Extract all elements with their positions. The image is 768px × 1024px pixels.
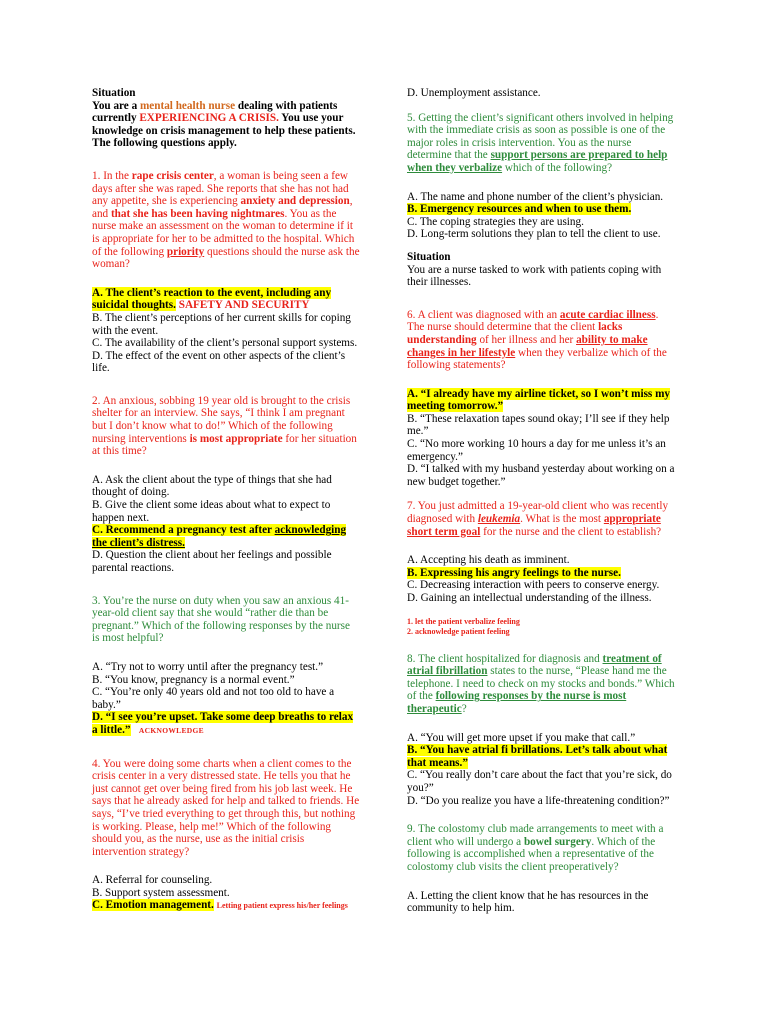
situation-intro-2: You are a nurse tasked to work with patients coping with their illnesses. xyxy=(407,263,662,289)
q4-option-b: B. Support system assessment. xyxy=(92,886,230,899)
q6-option-b: B. “These relaxation tapes sound okay; I’ll see if they help me.” xyxy=(407,412,670,438)
q5-option-b: B. Emergency resources and when to use them. xyxy=(407,203,632,216)
situation-heading-2: Situation xyxy=(407,250,451,263)
q3-stem: 3. You’re the nurse on duty when you saw an anxious 41-year-old client say that she would “rather die than be pregnant.” Which of the following responses by the nurse is most helpful? xyxy=(92,594,350,645)
q4-option-a: A. Referral for counseling. xyxy=(92,874,213,887)
left-column xyxy=(92,87,360,912)
q2-option-d: D. Question the client about her feelings and possible parental reactions. xyxy=(92,549,332,574)
q9-option-a: A. Letting the client know that he has resources in the community to help him. xyxy=(407,889,649,915)
q6-stem: 6. A client was diagnosed with an acute cardiac illness. The nurse should determine that the client lacks understanding of her illness and her ability to make changes in her lifestyle when they verbalize which of the following statements? xyxy=(407,308,667,372)
q4-stem: 4. You were doing some charts when a client comes to the crisis center in a very distressed state. He tells you that he just cannot get over being fired from his job last week. He says that he already asked for help and talked to friends. He says, “I’ve tried everything to get through this, but nothing is working. Please, help me!” Which of the following should you, as the nurse, use as the initial crisis intervention strategy? xyxy=(92,757,360,858)
q5-option-d: D. Long-term solutions they plan to tell the client to use. xyxy=(407,228,661,241)
q6-option-d: D. “I talked with my husband yesterday about working on a new budget together.” xyxy=(407,463,675,488)
q8-stem: 8. The client hospitalized for diagnosis and treatment of atrial fibrillation states to the nurse, “Please hand me the telephone. I need to check on my stocks and bonds.” Which of the following responses by the nurse is most therapeutic? xyxy=(407,652,675,715)
q9-stem: 9. The colostomy club made arrangements to meet with a client who will undergo a bowel surgery. Which of the following is accomplished when a representative of the colostomy club visits the client preoperatively? xyxy=(407,823,664,873)
q8-option-d: D. “Do you realize you have a life-threatening condition?” xyxy=(407,794,670,807)
q7-option-a: A. Accepting his death as imminent. xyxy=(407,554,570,567)
q3-option-c: C. “You’re only 40 years old and not too old to have a baby.” xyxy=(92,686,335,711)
q7-stem: 7. You just admitted a 19-year-old client who was recently diagnosed with leukemia. What is the most appropriate short term goal for the nurse and the client to establish? xyxy=(407,500,669,538)
situation-heading: Situation xyxy=(92,87,136,99)
q6-option-c: C. “No more working 10 hours a day for me unless it’s an emergency.” xyxy=(407,438,666,463)
q4-option-c: C. Emotion management. Letting patient express his/her feelings xyxy=(92,899,348,912)
q6-option-a: A. “I already have my airline ticket, so I won’t miss my meeting tomorrow.” xyxy=(407,387,670,413)
q2-option-c: C. Recommend a pregnancy test after acknowledging the client’s distress. xyxy=(92,524,347,549)
q4-option-d: D. Unemployment assistance. xyxy=(407,87,541,99)
q7-note-2: 2. acknowledge patient feeling xyxy=(407,626,510,636)
q5-option-c: C. The coping strategies they are using. xyxy=(407,215,584,228)
q2-option-b: B. Give the client some ideas about what to expect to happen next. xyxy=(92,499,331,524)
situation-intro: You are a mental health nurse dealing with patients currently EXPERIENCING A CRISIS. You use your knowledge on crisis management to help these patients. The following questions apply. xyxy=(92,99,356,150)
q2-stem: 2. An anxious, sobbing 19 year old is brought to the crisis shelter for an interview. She says, “I think I am pregnant but I don’t know what to do!” Which of the following nursing interventions is most appropriate for her situation at this time? xyxy=(92,394,357,458)
q5-stem: 5. Getting the client’s significant others involved in helping with the immediate crisis as soon as possible is one of the major roles in crisis intervention. You as the nurse determine that the support persons are prepared to help when they verbalize which of the following? xyxy=(407,111,674,174)
q7-option-c: C. Decreasing interaction with peers to conserve energy. xyxy=(407,579,660,592)
q7-option-b: B. Expressing his angry feelings to the nurse. xyxy=(407,566,621,579)
q1-option-d: D. The effect of the event on other aspects of the client’s life. xyxy=(92,349,346,375)
q1-option-b: B. The client’s perceptions of her current skills for coping with the event. xyxy=(92,311,351,337)
q1-option-c: C. The availability of the client’s personal support systems. xyxy=(92,337,358,350)
q1-option-a: A. The client’s reaction to the event, including any suicidal thoughts. SAFETY AND SECURITY xyxy=(92,286,332,312)
q1-stem: 1. In the rape crisis center, a woman is being seen a few days after she was raped. She reports that she has not had any appetite, she is experiencing anxiety and depression, and that she has been having nightmares. You as the nurse make an assessment on the woman to determine if it is appropriate for her to be admitted to the hospital. Which of the following priority questions should the nurse ask the woman? xyxy=(92,169,360,271)
q8-option-a: A. “You will get more upset if you make that call.” xyxy=(407,731,636,744)
right-column xyxy=(407,87,677,915)
q7-option-d: D. Gaining an intellectual understanding of the illness. xyxy=(407,592,652,604)
q3-option-a: A. “Try not to worry until after the pregnancy test.” xyxy=(92,660,324,673)
q5-option-a: A. The name and phone number of the client’s physician. xyxy=(407,190,664,203)
q3-option-d: D. “I see you’re upset. Take some deep breaths to relax a little.” ACKNOWLEDGE xyxy=(92,711,354,736)
q8-option-c: C. “You really don’t care about the fact that you’re sick, do you?” xyxy=(407,769,672,794)
q7-note-1: 1. let the patient verbalize feeling xyxy=(407,616,520,626)
q8-option-b: B. “You have atrial fi brillations. Let’s talk about what that means.” xyxy=(407,744,668,769)
q2-option-a: A. Ask the client about the type of things that she had thought of doing. xyxy=(92,473,332,499)
q3-option-b: B. “You know, pregnancy is a normal event.” xyxy=(92,673,295,686)
